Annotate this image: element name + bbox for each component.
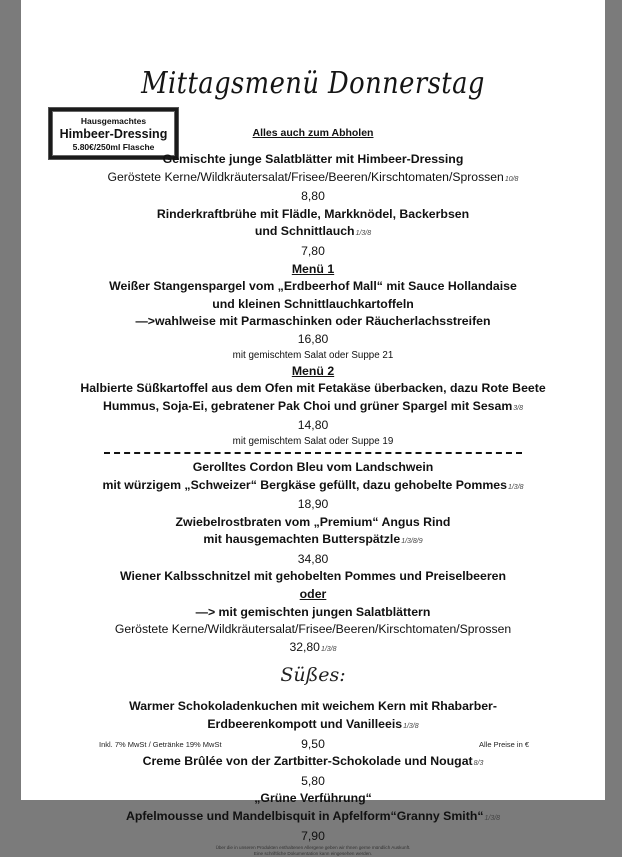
allergen-codes: 8/3	[473, 760, 484, 768]
stamp-line-homemade: Hausgemachtes	[80, 116, 147, 126]
stamp-line-product: Himbeer-Dressing	[59, 127, 168, 141]
item-line2	[21, 716, 605, 736]
allergen-codes: 1/3/8	[320, 645, 337, 653]
item-description: Geröstete Kerne/Wildkräutersalat/Frisee/Beeren/Kirschtomaten/Sprossen	[114, 622, 512, 637]
item-line2	[21, 477, 605, 497]
item-line2-text: Apfelmousse und Mandelbisquit in Apfelform“Granny Smith“	[125, 809, 484, 823]
menu-item-schnitzel	[21, 568, 605, 658]
item-price: 34,80	[297, 551, 329, 566]
item-line2-text: mit würzigem „Schweizer“ Bergkäse gefüllt, dazu gehobelte Pommes	[102, 477, 507, 492]
menu1-heading: Menü 1	[291, 261, 335, 276]
item-name: Gemischte junge Salatblätter mit Himbeer-Dressing	[162, 152, 464, 166]
item-line2	[21, 531, 605, 551]
takeaway-note: Alles auch zum Abholen	[252, 127, 374, 139]
item-price: 7,80	[301, 243, 325, 258]
dashed-separator	[104, 452, 522, 454]
menu-item-soup	[21, 206, 605, 261]
item-option-line: —>wahlweise mit Parmaschinken oder Räucherlachsstreifen	[135, 314, 491, 329]
allergen-codes: 1/3/8	[403, 723, 419, 731]
item-line2	[21, 398, 605, 418]
item-line1: Halbierte Süßkartoffel aus dem Ofen mit Fetakäse überbacken, dazu Rote Beete	[80, 381, 546, 396]
item-price: 8,80	[301, 189, 325, 204]
allergen-codes: 1/3/8	[484, 815, 501, 822]
menu-title: Mittagsmenü Donnerstag	[141, 66, 485, 101]
item-price: 18,90	[297, 497, 329, 512]
item-line1: Warmer Schokoladenkuchen mit weichem Kern mit Rhabarber-	[129, 699, 497, 714]
allergen-fineprint-line1: Über die in unseren Produkten enthaltenen Allergene geben wir Ihnen gerne mündlich Auskunft.	[215, 845, 411, 851]
item-line2-text: mit hausgemachten Butterspätzle	[203, 532, 401, 547]
tax-note: Inkl. 7% MwSt / Getränke 19% MwSt	[99, 740, 222, 749]
item-price	[21, 639, 605, 659]
combo-offer: mit gemischtem Salat oder Suppe 19	[232, 435, 394, 447]
allergen-codes: 1/3/8/9	[401, 538, 423, 546]
item-price: 9,50	[301, 736, 325, 751]
item-or: oder	[299, 587, 327, 602]
item-line2-text: Hummus, Soja-Ei, gebratener Pak Choi und grüner Spargel mit Sesam	[102, 398, 513, 413]
item-line1: Zwiebelrostbraten vom „Premium“ Angus Rind	[175, 514, 451, 529]
menu-page	[21, 0, 605, 857]
dessert-item-creme-brulee	[21, 753, 605, 790]
currency-note: Alle Preise in €	[479, 740, 530, 749]
item-name-line2	[21, 223, 605, 243]
item-line2: —> mit gemischten jungen Salatblättern	[195, 604, 431, 619]
allergen-codes: 10/8	[504, 175, 519, 183]
item-name-line1: Rinderkraftbrühe mit Flädle, Markknödel, Backerbsen	[156, 206, 470, 221]
menu-item-menu2	[21, 363, 605, 449]
item-price-text: 32,80	[289, 639, 320, 654]
item-line1: „Grüne Verführung“	[254, 791, 372, 806]
item-price: 16,80	[297, 331, 329, 346]
item-description	[21, 169, 605, 189]
menu-item-menu1	[21, 261, 605, 363]
dessert-item-apple	[21, 790, 605, 845]
desserts-heading: Süßes:	[280, 664, 346, 687]
item-line1: Wiener Kalbsschnitzel mit gehobelten Pommes und Preiselbeeren	[120, 569, 506, 584]
item-name-text: Creme Brûlée von der Zartbitter-Schokolade und Nougat	[142, 754, 473, 769]
combo-offer: mit gemischtem Salat oder Suppe 21	[232, 349, 394, 361]
stamp-line-price: 5.80€/250ml Flasche	[72, 142, 155, 152]
item-line1: Gerolltes Cordon Bleu vom Landschwein	[192, 459, 434, 474]
item-name-line2-text: und Schnittlauch	[254, 224, 355, 239]
item-description-text: Geröstete Kerne/Wildkräutersalat/Frisee/Beeren/Kirschtomaten/Sprossen	[107, 169, 504, 184]
allergen-codes: 1/3/8	[507, 483, 524, 491]
item-price: 5,80	[301, 773, 325, 788]
item-price: 14,80	[297, 418, 329, 433]
menu-item-salad	[21, 151, 605, 206]
item-line2	[21, 808, 605, 828]
menu-item-rostbraten	[21, 514, 605, 569]
item-price: 7,90	[301, 828, 325, 843]
menu2-heading: Menü 2	[291, 363, 335, 378]
item-line2: und kleinen Schnittlauchkartoffeln	[212, 296, 414, 311]
allergen-codes: 1/3/8	[355, 230, 372, 238]
allergen-codes: 3/8	[513, 404, 524, 412]
menu-item-cordon-bleu	[21, 459, 605, 514]
menu-list	[21, 151, 605, 857]
allergen-fineprint-line2: Eine schriftliche Dokumentation kann eingesehen werden.	[253, 851, 373, 857]
item-line1: Weißer Stangenspargel vom „Erdbeerhof Mall“ mit Sauce Hollandaise	[109, 279, 517, 294]
item-line2-text: Erdbeerenkompott und Vanilleeis	[207, 717, 403, 732]
item-name	[21, 753, 605, 773]
